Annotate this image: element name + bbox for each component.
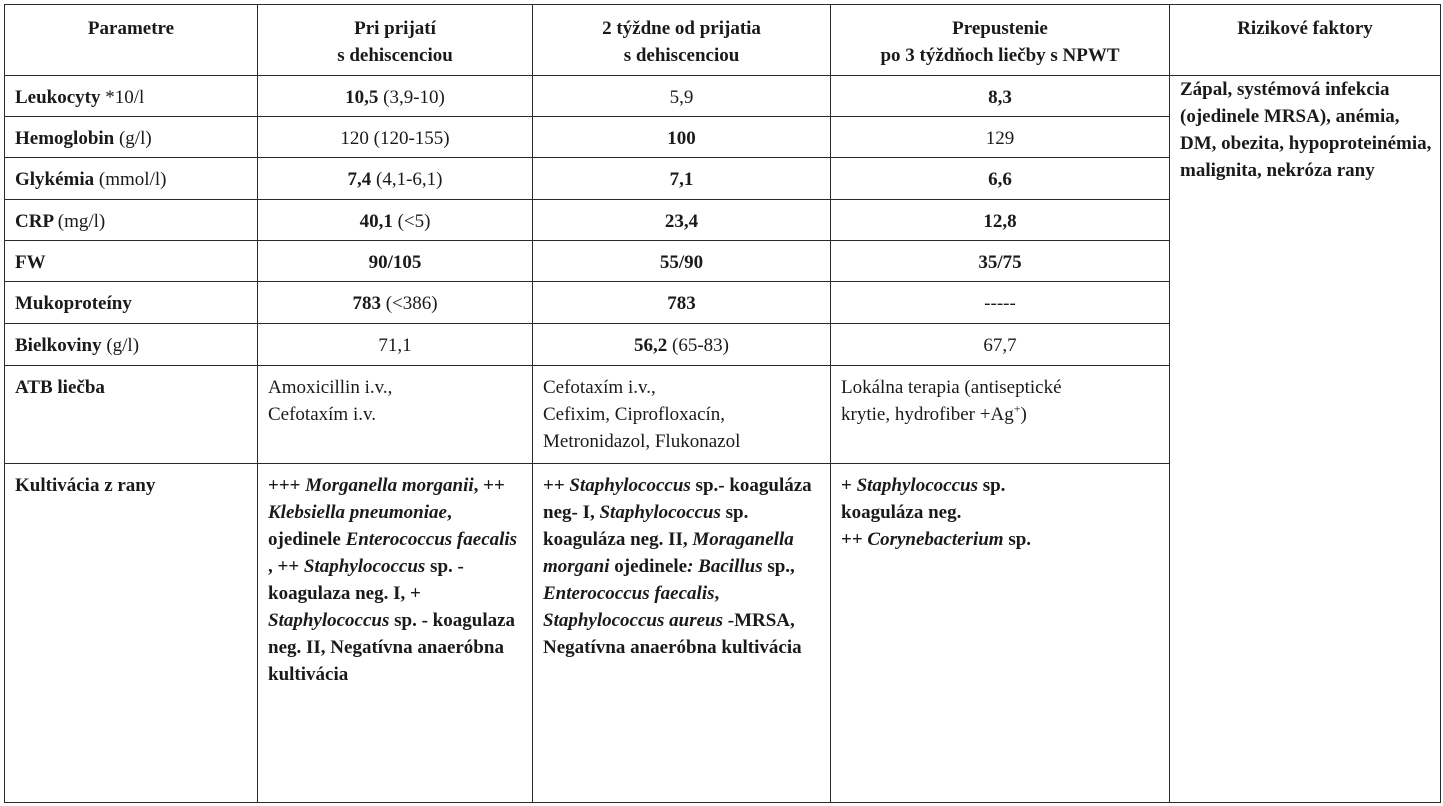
row-fw: FW 90/105 55/90 35/75 <box>5 241 1441 282</box>
atb-two-weeks: Cefotaxím i.v., Cefixim, Ciprofloxacín, Metronidazol, Flukonazol <box>533 366 831 464</box>
row-crp: CRP (mg/l) 40,1 (<5) 23,4 12,8 <box>5 200 1441 241</box>
row-atb: ATB liečba Amoxicillin i.v., Cefotaxím i.v. Cefotaxím i.v., Cefixim, Ciprofloxacín, Metronidazol, Flukonazol Lokálna terapia (antiseptické krytie, hydrofiber +Ag+) <box>5 366 1441 464</box>
row-hemoglobin: Hemoglobin (g/l) 120 (120-155) 100 129 <box>5 117 1441 158</box>
atb-discharge: Lokálna terapia (antiseptické krytie, hydrofiber +Ag+) <box>831 366 1170 464</box>
culture-admission: +++ Morganella morganii, ++ Klebsiella pneumoniae, ojedinele Enterococcus faecalis , ++ Staphylococcus sp. - koagulaza neg. I, + Staphylococcus sp. - koagulaza neg. II, Negatívna anaeróbna kultivácia <box>258 464 533 803</box>
header-risk-factors: Rizikové faktory <box>1170 5 1441 76</box>
culture-discharge: + Staphylococcus sp. koaguláza neg. ++ Corynebacterium sp. <box>831 464 1170 803</box>
header-discharge: Prepustenie po 3 týždňoch liečby s NPWT <box>831 5 1170 76</box>
atb-admission: Amoxicillin i.v., Cefotaxím i.v. <box>258 366 533 464</box>
risk-factors-cell: Zápal, systémová infekcia (ojedinele MRSA), anémia, DM, obezita, hypoproteinémia, malignita, nekróza rany <box>1170 76 1441 803</box>
header-parameter: Parametre <box>5 5 258 76</box>
lab-results-table <box>4 4 1441 803</box>
row-bielkoviny: Bielkoviny (g/l) 71,1 56,2 (65-83) 67,7 <box>5 324 1441 366</box>
row-culture: Kultivácia z rany +++ Morganella morganii, ++ Klebsiella pneumoniae, ojedinele Enterococcus faecalis , ++ Staphylococcus sp. - koagulaza neg. I, + Staphylococcus sp. - koagulaza neg. II, Negatívna anaeróbna kultivácia ++ Staphylococcus sp.- koaguláza neg- I, Staphylococcus sp. koaguláza neg. II, Moraganella morgani ojedinele: Bacillus sp., Enterococcus faecalis, Staphylococcus aureus -MRSA, Negatívna anaeróbna kultivácia + Staphylococcus sp. koaguláza neg. ++ Corynebacterium sp. <box>5 464 1441 803</box>
row-glykemia: Glykémia (mmol/l) 7,4 (4,1-6,1) 7,1 6,6 <box>5 158 1441 200</box>
culture-two-weeks: ++ Staphylococcus sp.- koaguláza neg- I, Staphylococcus sp. koaguláza neg. II, Moraganella morgani ojedinele: Bacillus sp., Enterococcus faecalis, Staphylococcus aureus -MRSA, Negatívna anaeróbna kultivácia <box>533 464 831 803</box>
header-row <box>5 5 1441 76</box>
row-leukocyty: Leukocyty *10/l 10,5 (3,9-10) 5,9 8,3 Zápal, systémová infekcia (ojedinele MRSA), anémia, DM, obezita, hypoproteinémia, malignita, nekróza rany <box>5 76 1441 117</box>
row-mukoproteiny: Mukoproteíny 783 (<386) 783 ----- <box>5 282 1441 324</box>
header-admission: Pri prijatí s dehiscenciou <box>258 5 533 76</box>
header-two-weeks: 2 týždne od prijatia s dehiscenciou <box>533 5 831 76</box>
